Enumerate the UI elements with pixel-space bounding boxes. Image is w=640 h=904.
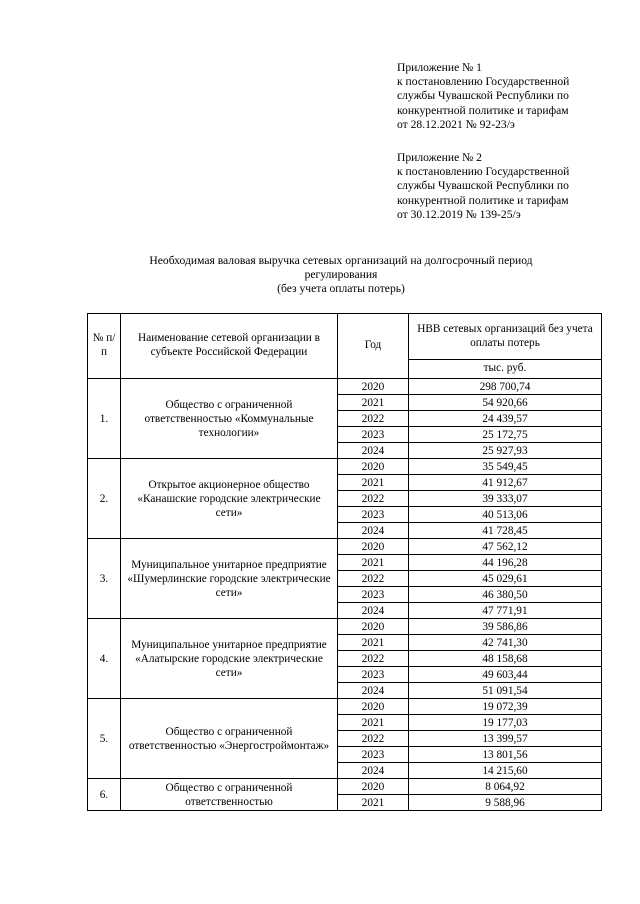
year-cell: 2024 <box>338 603 409 619</box>
year-cell: 2024 <box>338 523 409 539</box>
appendix-2-line: от 30.12.2019 № 139-25/э <box>397 207 521 221</box>
year-cell: 2020 <box>338 539 409 555</box>
appendix-2-line: к постановлению Государственной <box>397 165 570 179</box>
nvv-value-cell: 46 380,50 <box>409 587 602 603</box>
year-cell: 2021 <box>338 475 409 491</box>
header-org: Наименование сетевой организации в субъекте Российской Федерации <box>121 314 338 379</box>
year-cell: 2024 <box>338 443 409 459</box>
nvv-value-cell: 40 513,06 <box>409 507 602 523</box>
table-row <box>88 699 602 715</box>
appendix-2-line: конкурентной политике и тарифам <box>397 193 569 207</box>
year-cell: 2023 <box>338 587 409 603</box>
appendix-2-line: службы Чувашской Республики по <box>397 179 569 193</box>
nvv-value-cell: 54 920,66 <box>409 395 602 411</box>
nvv-value-cell: 42 741,30 <box>409 635 602 651</box>
year-cell: 2022 <box>338 411 409 427</box>
year-cell: 2023 <box>338 427 409 443</box>
year-cell: 2023 <box>338 747 409 763</box>
appendix-1-line: службы Чувашской Республики по <box>397 89 569 103</box>
table-row <box>88 779 602 795</box>
appendix-1-line: к постановлению Государственной <box>397 75 570 89</box>
nvv-value-cell: 13 801,56 <box>409 747 602 763</box>
nvv-value-cell: 19 177,03 <box>409 715 602 731</box>
title-line: Необходимая валовая выручка сетевых организаций на долгосрочный период <box>149 254 533 267</box>
nvv-value-cell: 298 700,74 <box>409 379 602 395</box>
org-number: 2. <box>88 459 121 539</box>
year-cell: 2020 <box>338 459 409 475</box>
nvv-value-cell: 47 562,12 <box>409 539 602 555</box>
nvv-value-cell: 24 439,57 <box>409 411 602 427</box>
appendix-1-line: конкурентной политике и тарифам <box>397 103 569 117</box>
nvv-value-cell: 41 728,45 <box>409 523 602 539</box>
org-number: 3. <box>88 539 121 619</box>
table-header-row <box>88 314 602 360</box>
nvv-value-cell: 19 072,39 <box>409 699 602 715</box>
title-line: регулирования <box>304 268 378 282</box>
nvv-value-cell: 51 091,54 <box>409 683 602 699</box>
org-name: Общество с ограниченной ответственностью «Энергостроймонтаж» <box>121 699 338 779</box>
nvv-table <box>87 313 602 811</box>
year-cell: 2020 <box>338 379 409 395</box>
org-number: 6. <box>88 779 121 811</box>
year-cell: 2021 <box>338 795 409 811</box>
org-number: 5. <box>88 699 121 779</box>
year-cell: 2021 <box>338 635 409 651</box>
nvv-value-cell: 45 029,61 <box>409 571 602 587</box>
year-cell: 2021 <box>338 715 409 731</box>
year-cell: 2021 <box>338 555 409 571</box>
year-cell: 2020 <box>338 619 409 635</box>
nvv-value-cell: 25 927,93 <box>409 443 602 459</box>
title-line: (без учета оплаты потерь) <box>277 282 405 296</box>
org-name: Общество с ограниченной ответственностью «Коммунальные технологии» <box>121 379 338 459</box>
year-cell: 2021 <box>338 395 409 411</box>
nvv-value-cell: 13 399,57 <box>409 731 602 747</box>
table-row <box>88 459 602 475</box>
nvv-value-cell: 14 215,60 <box>409 763 602 779</box>
nvv-value-cell: 39 586,86 <box>409 619 602 635</box>
nvv-value-cell: 41 912,67 <box>409 475 602 491</box>
nvv-value-cell: 35 549,45 <box>409 459 602 475</box>
year-cell: 2022 <box>338 651 409 667</box>
document-title <box>110 254 572 297</box>
org-name: Муниципальное унитарное предприятие «Алатырские городские электрические сети» <box>121 619 338 699</box>
header-year: Год <box>338 314 409 379</box>
year-cell: 2023 <box>338 667 409 683</box>
nvv-value-cell: 25 172,75 <box>409 427 602 443</box>
year-cell: 2024 <box>338 763 409 779</box>
appendix-1-line: Приложение № 1 <box>397 61 482 74</box>
nvv-value-cell: 48 158,68 <box>409 651 602 667</box>
nvv-value-cell: 47 771,91 <box>409 603 602 619</box>
year-cell: 2022 <box>338 571 409 587</box>
year-cell: 2022 <box>338 491 409 507</box>
nvv-value-cell: 39 333,07 <box>409 491 602 507</box>
table-row <box>88 539 602 555</box>
header-nvv: НВВ сетевых организаций без учета оплаты потерь <box>409 314 602 360</box>
year-cell: 2020 <box>338 779 409 795</box>
org-name: Открытое акционерное общество «Канашские городские электрические сети» <box>121 459 338 539</box>
appendix-2-line: Приложение № 2 <box>397 151 482 164</box>
org-name: Общество с ограниченной ответственностью <box>121 779 338 811</box>
nvv-value-cell: 44 196,28 <box>409 555 602 571</box>
nvv-value-cell: 8 064,92 <box>409 779 602 795</box>
table-row <box>88 379 602 395</box>
year-cell: 2024 <box>338 683 409 699</box>
appendix-1-line: от 28.12.2021 № 92-23/э <box>397 117 515 131</box>
nvv-value-cell: 49 603,44 <box>409 667 602 683</box>
header-num: № п/п <box>88 314 121 379</box>
appendix-1-block <box>397 61 632 132</box>
org-number: 1. <box>88 379 121 459</box>
org-name: Муниципальное унитарное предприятие «Шумерлинские городские электрические сети» <box>121 539 338 619</box>
year-cell: 2023 <box>338 507 409 523</box>
table-row <box>88 619 602 635</box>
nvv-value-cell: 9 588,96 <box>409 795 602 811</box>
header-unit: тыс. руб. <box>409 360 602 379</box>
year-cell: 2020 <box>338 699 409 715</box>
year-cell: 2022 <box>338 731 409 747</box>
appendix-2-block <box>397 151 632 222</box>
org-number: 4. <box>88 619 121 699</box>
